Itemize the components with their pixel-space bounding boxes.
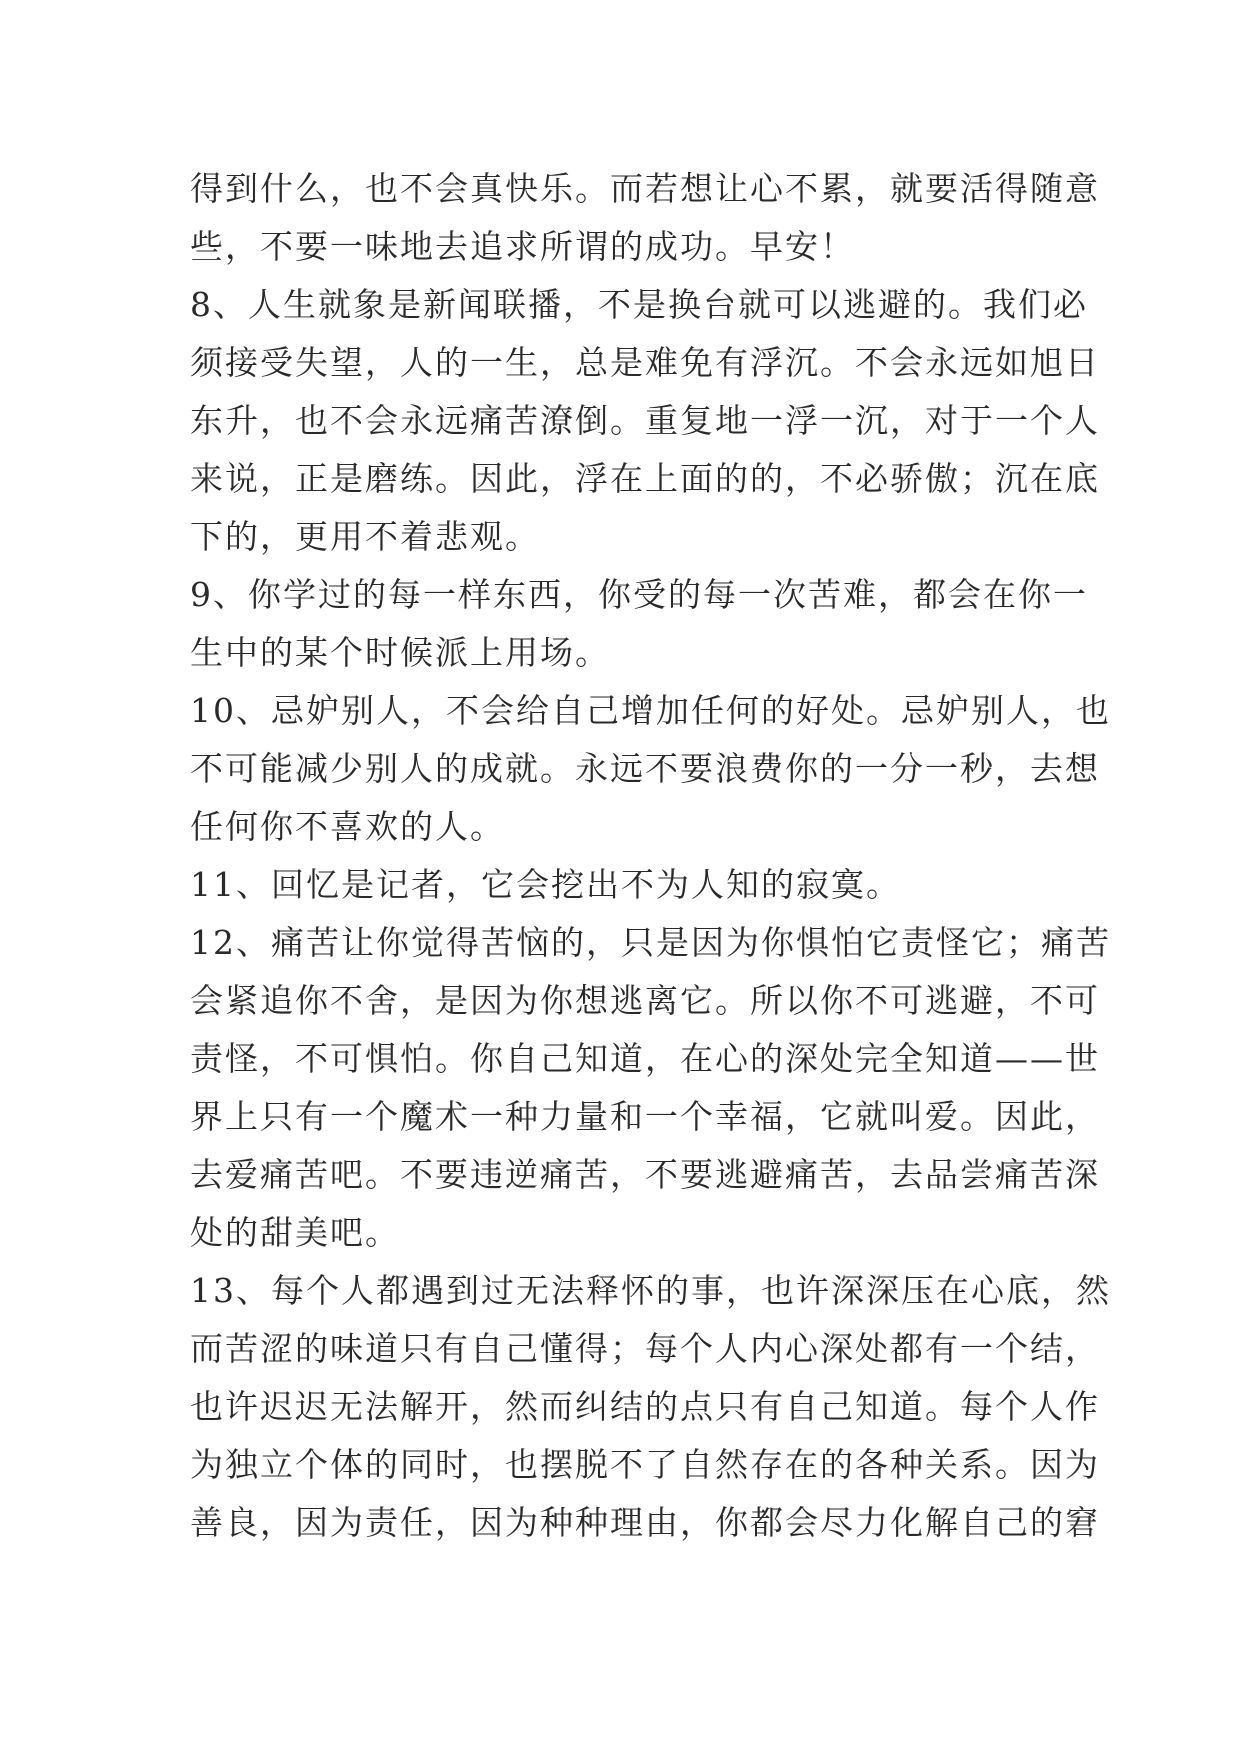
text-line: 10、忌妒别人，不会给自己增加任何的好处。忌妒别人，也 xyxy=(190,691,1111,730)
text-line: 为独立个体的同时，也摆脱不了自然存在的各种关系。因为 xyxy=(190,1445,1100,1484)
text-line: 任何你不喜欢的人。 xyxy=(190,807,505,846)
text-line: 界上只有一个魔术一种力量和一个幸福，它就叫爱。因此， xyxy=(190,1097,1100,1136)
text-line: 8、人生就象是新闻联播，不是换台就可以逃避的。我们必 xyxy=(190,285,1088,324)
text-line: 11、回忆是记者，它会挖出不为人知的寂寞。 xyxy=(190,865,901,904)
text-line: 善良，因为责任，因为种种理由，你都会尽力化解自己的窘 xyxy=(190,1503,1100,1542)
text-line: 生中的某个时候派上用场。 xyxy=(190,633,610,672)
text-line: 下的，更用不着悲观。 xyxy=(190,517,540,556)
text-line: 责怪，不可惧怕。你自己知道，在心的深处完全知道——世 xyxy=(190,1039,1100,1078)
text-line: 13、每个人都遇到过无法释怀的事，也许深深压在心底，然 xyxy=(190,1271,1111,1310)
text-line: 须接受失望，人的一生，总是难免有浮沉。不会永远如旭日 xyxy=(190,343,1100,382)
text-line: 得到什么，也不会真快乐。而若想让心不累，就要活得随意 xyxy=(190,169,1100,208)
text-line: 处的甜美吧。 xyxy=(190,1213,400,1252)
text-line: 不可能减少别人的成就。永远不要浪费你的一分一秒，去想 xyxy=(190,749,1100,788)
text-line: 去爱痛苦吧。不要违逆痛苦，不要逃避痛苦，去品尝痛苦深 xyxy=(190,1155,1100,1194)
text-line: 12、痛苦让你觉得苦恼的，只是因为你惧怕它责怪它；痛苦 xyxy=(190,923,1111,962)
text-line: 东升，也不会永远痛苦潦倒。重复地一浮一沉，对于一个人 xyxy=(190,401,1100,440)
text-line: 些，不要一味地去追求所谓的成功。早安！ xyxy=(190,227,855,266)
text-line: 会紧追你不舍，是因为你想逃离它。所以你不可逃避，不可 xyxy=(190,981,1100,1020)
text-line: 而苦涩的味道只有自己懂得；每个人内心深处都有一个结， xyxy=(190,1329,1100,1368)
text-line: 也许迟迟无法解开，然而纠结的点只有自己知道。每个人作 xyxy=(190,1387,1100,1426)
text-line: 来说，正是磨练。因此，浮在上面的的，不必骄傲；沉在底 xyxy=(190,459,1100,498)
document-body xyxy=(190,160,1111,1552)
text-line: 9、你学过的每一样东西，你受的每一次苦难，都会在你一 xyxy=(190,575,1088,614)
